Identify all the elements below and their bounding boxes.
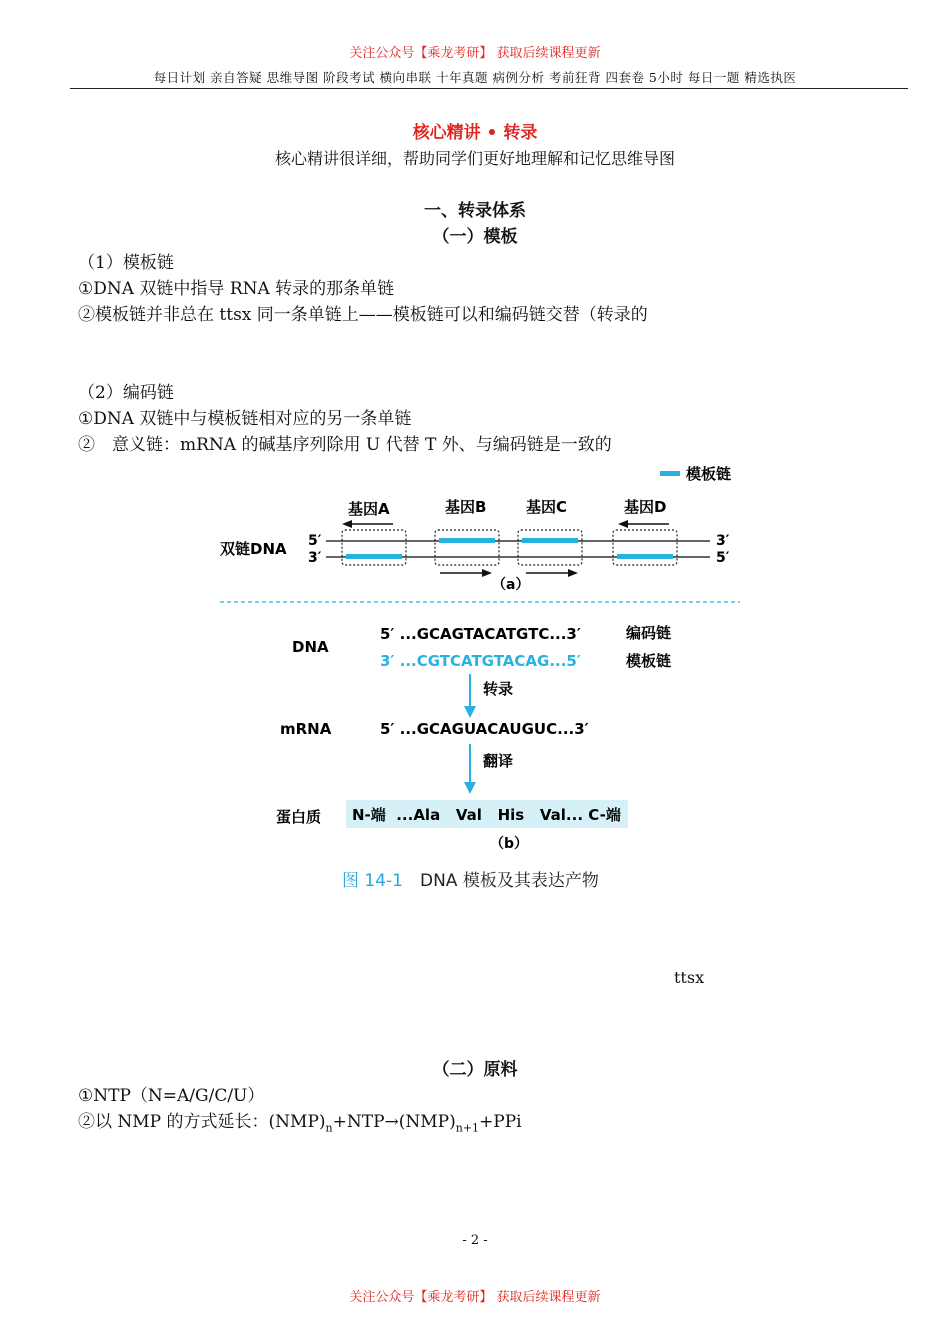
coding-label: 编码链 <box>626 624 672 642</box>
sub1-heading: （一）模板 <box>432 227 518 247</box>
line2-prefix: ②以 NMP 的方式延长：(NMP) <box>78 1112 326 1132</box>
gene-a-template <box>346 554 402 559</box>
sub-n1: n+1 <box>455 1121 480 1135</box>
header-nav: 每日计划 亲自答疑 思维导图 阶段考试 横向串联 十年真题 病例分析 考前狂背 四套卷 5小时 每日一题 精选执医 <box>153 70 797 85</box>
gene-b-label: 基因B <box>445 498 487 516</box>
caption-number: 图 14-1 <box>342 871 403 891</box>
item2-line2: ② 意义链：mRNA 的碱基序列除用 U 代替 T 外、与编码链是一致的 <box>78 435 612 455</box>
line2-suffix: +PPi <box>479 1112 522 1132</box>
sub2-heading: （二）原料 <box>432 1060 518 1080</box>
strand-bottom-left: 3′ <box>308 550 322 566</box>
item2-label: （2）编码链 <box>78 383 174 403</box>
mrna-sequence: 5′ ...GCAGUACAUGUC...3′ <box>380 720 589 738</box>
footer-promo: 关注公众号【乘龙考研】 获取后续课程更新 <box>349 1290 601 1305</box>
gene-a-label: 基因A <box>348 500 390 518</box>
gene-d-box <box>613 530 677 565</box>
strand-top-right: 3′ <box>716 533 730 549</box>
item1-line1: ①DNA 双链中指导 RNA 转录的那条单链 <box>78 279 395 299</box>
template-label: 模板链 <box>626 652 672 670</box>
section1-heading: 一、转录体系 <box>424 201 526 221</box>
template-sequence: 3′ ...CGTCATGTACAG...5′ <box>380 652 581 670</box>
dna-template-figure <box>200 456 760 906</box>
gene-d-label: 基因D <box>624 498 667 516</box>
legend-swatch <box>660 471 680 476</box>
page-number: - 2 - <box>462 1233 488 1248</box>
materials-line1: ①NTP（N=A/G/C/U） <box>78 1086 265 1106</box>
header-divider <box>70 88 908 89</box>
gene-a-box <box>342 530 406 565</box>
translation-label: 翻译 <box>483 752 514 770</box>
strand-top-left: 5′ <box>308 533 322 549</box>
sub-n: n <box>325 1121 333 1135</box>
caption-text: DNA 模板及其表达产物 <box>420 871 599 891</box>
gene-c-label: 基因C <box>526 498 568 516</box>
item2-line1: ①DNA 双链中与模板链相对应的另一条单链 <box>78 409 412 429</box>
gene-b-template <box>439 538 495 543</box>
transcription-label: 转录 <box>483 680 514 698</box>
watermark-text: ttsx <box>674 968 705 987</box>
protein-row-label: 蛋白质 <box>276 808 322 826</box>
gene-d-template <box>617 554 673 559</box>
transcription-arrow-head <box>464 706 476 718</box>
strand-bottom-right: 5′ <box>716 550 730 566</box>
mrna-row-label: mRNA <box>280 720 332 738</box>
gene-b-box <box>435 530 499 565</box>
page-title: 核心精讲 • 转录 <box>412 123 538 143</box>
line2-mid: +NTP→(NMP) <box>332 1112 456 1132</box>
panel-a-label: （a） <box>492 577 530 593</box>
gene-c-box <box>518 530 582 565</box>
page-subtitle: 核心精讲很详细，帮助同学们更好地理解和记忆思维导图 <box>274 149 675 168</box>
header-promo: 关注公众号【乘龙考研】 获取后续课程更新 <box>349 46 601 61</box>
dsdna-label: 双链DNA <box>220 540 287 558</box>
protein-sequence: N-端 ...Ala Val His Val... C-端 <box>352 806 621 824</box>
legend-label: 模板链 <box>686 465 732 483</box>
gene-c-template <box>522 538 578 543</box>
arrow-b-head <box>482 569 492 577</box>
dna-row-label: DNA <box>292 638 329 656</box>
arrow-c-head <box>568 569 578 577</box>
arrow-a-head <box>342 520 352 528</box>
arrow-d-head <box>618 520 628 528</box>
coding-sequence: 5′ ...GCAGTACATGTC...3′ <box>380 625 581 643</box>
materials-line2 <box>78 1107 522 1134</box>
translation-arrow-head <box>464 782 476 794</box>
item1-line2: ②模板链并非总在 ttsx 同一条单链上——模板链可以和编码链交替（转录的 <box>78 305 648 325</box>
panel-b-label: （b） <box>490 836 529 852</box>
item1-label: （1）模板链 <box>78 253 174 273</box>
